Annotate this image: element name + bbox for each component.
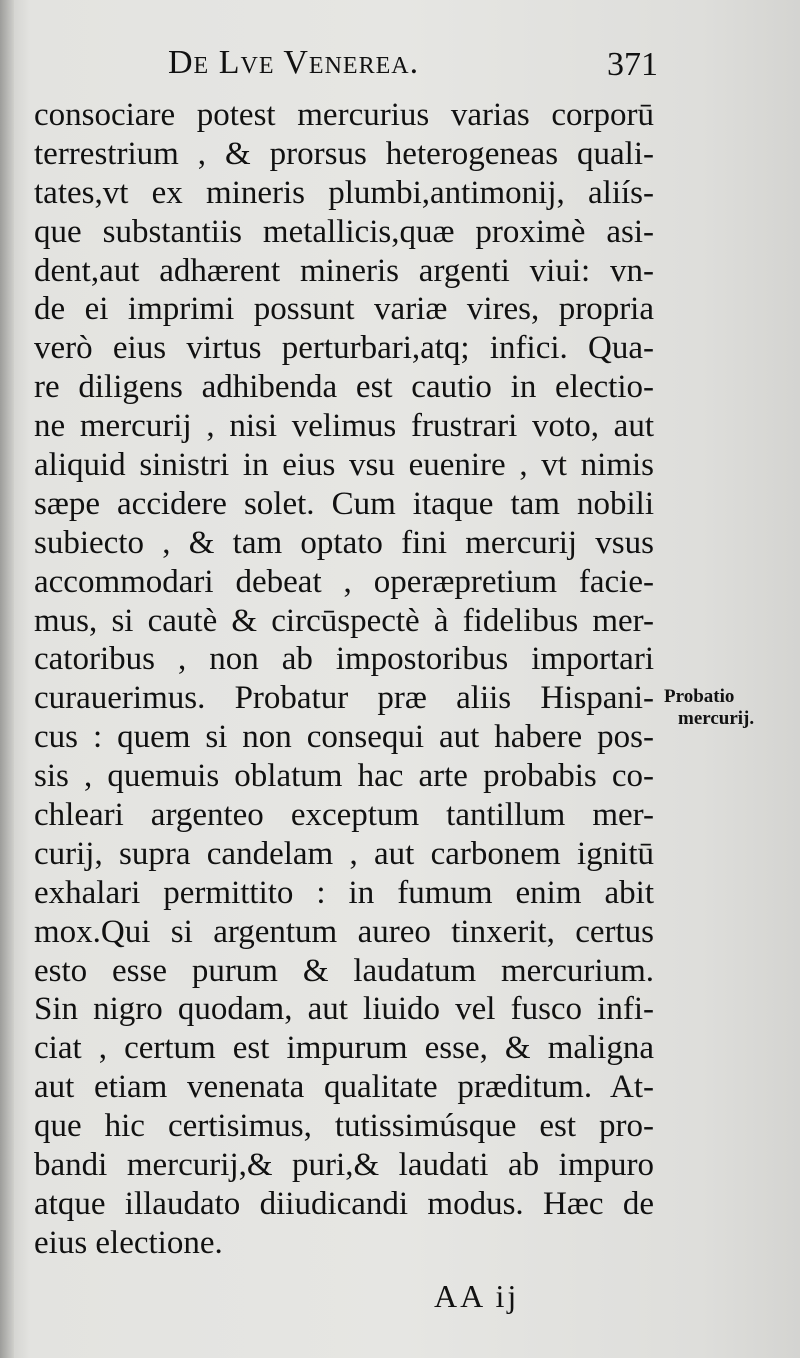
text-line: curauerimus. Probatur præ aliis Hispani- xyxy=(34,680,654,717)
text-line: exhalari permittito : in fumum enim abit xyxy=(34,874,654,911)
text-line: ciat , certum est impurum esse, & maligna xyxy=(34,1030,654,1067)
text-line: re diligens adhibenda est cautio in electio- xyxy=(34,369,654,406)
text-line: sis , quemuis oblatum hac arte probabis co- xyxy=(34,758,654,795)
text-line: tates,vt ex mineris plumbi,antimonij, aliís- xyxy=(34,174,654,211)
text-line: mus, si cautè & circūspectè à fidelibus mer- xyxy=(34,602,654,639)
text-line: de ei imprimi possunt variæ vires, propria xyxy=(34,291,654,328)
text-line: aliquid sinistri in eius vsu euenire , vt nimis xyxy=(34,447,654,484)
text-line: curij, supra candelam , aut carbonem ignitū xyxy=(34,835,654,872)
text-line: bandi mercurij,& puri,& laudati ab impuro xyxy=(34,1147,654,1184)
margin-note xyxy=(664,686,794,730)
text-line: terrestrium , & prorsus heterogeneas quali- xyxy=(34,135,654,172)
text-line: dent,aut adhærent mineris argenti viui: vn- xyxy=(34,252,654,289)
text-line: ne mercurij , nisi velimus frustrari voto, aut xyxy=(34,408,654,445)
text-line: chleari argenteo exceptum tantillum mer- xyxy=(34,797,654,834)
text-line: consociare potest mercurius varias corporū xyxy=(34,97,654,133)
text-line: catoribus , non ab impostoribus importari xyxy=(34,641,654,678)
text-line: Sin nigro quodam, aut liuido vel fusco infi- xyxy=(34,991,654,1028)
text-line: que substantiis metallicis,quæ proximè asi- xyxy=(34,213,654,250)
page-header xyxy=(168,44,658,92)
page-number: 371 xyxy=(607,46,658,83)
text-line: atque illaudato diiudicandi modus. Hæc de xyxy=(34,1185,654,1222)
text-line: cus : quem si non consequi aut habere pos- xyxy=(34,719,654,756)
running-title: De Lve Venerea. xyxy=(168,44,420,81)
text-line: eius electione. xyxy=(34,1224,223,1261)
margin-note-line: mercurij. xyxy=(678,708,755,729)
signature-mark: AA ij xyxy=(434,1278,520,1314)
margin-note-line: Probatio xyxy=(664,686,735,707)
body-text xyxy=(34,96,654,1263)
text-line: sæpe accidere solet. Cum itaque tam nobili xyxy=(34,485,654,522)
text-line: esto esse purum & laudatum mercurium. xyxy=(34,952,654,989)
text-line: accommodari debeat , operæpretium facie- xyxy=(34,563,654,600)
text-line: mox.Qui si argentum aureo tinxerit, certus xyxy=(34,913,654,950)
page-gutter-shadow xyxy=(0,0,14,1358)
text-line: subiecto , & tam optato fini mercurij vsus xyxy=(34,524,654,561)
text-line: verò eius virtus perturbari,atq; infici. Qua- xyxy=(34,330,654,367)
text-line: que hic certisimus, tutissimúsque est pro- xyxy=(34,1108,654,1145)
text-line: aut etiam venenata qualitate præditum. At- xyxy=(34,1069,654,1106)
